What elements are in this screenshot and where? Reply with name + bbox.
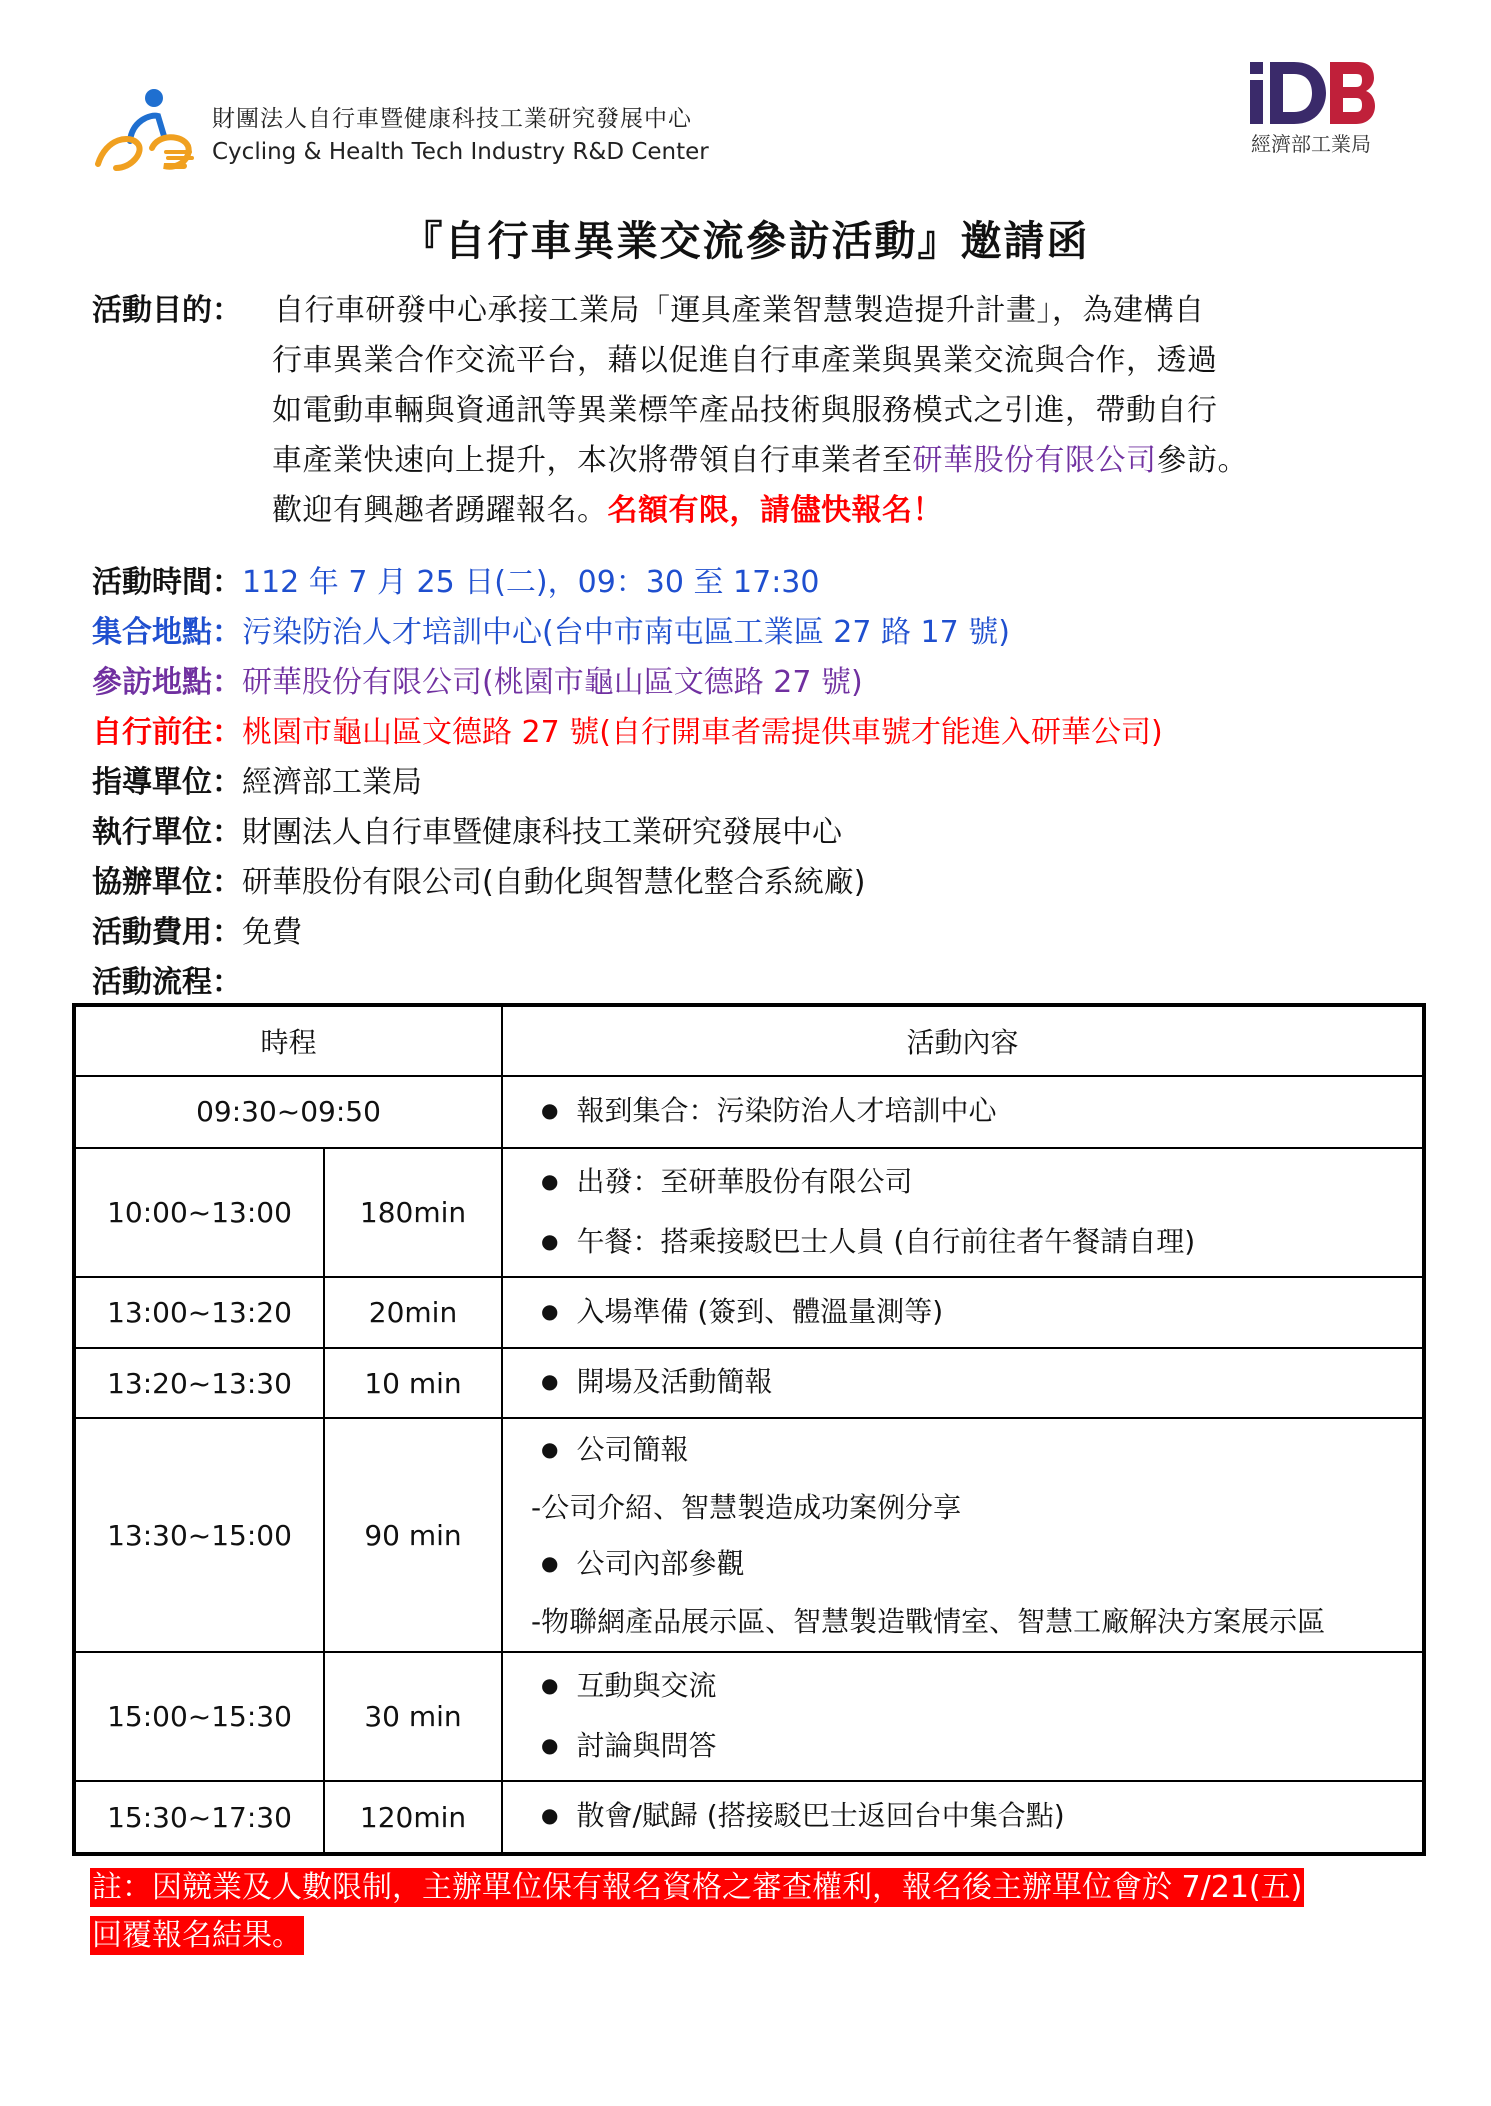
bullet-item: ● 報到集合：污染防治人才培訓中心 — [541, 1082, 1421, 1142]
info-time — [92, 557, 1432, 601]
company-name: 研華股份有限公司 — [912, 443, 1157, 478]
table-row — [74, 1348, 1424, 1419]
exec-label: 執行單位： — [92, 815, 242, 850]
info-co — [92, 857, 1432, 901]
purpose-line-2: 行車異業合作交流平台，藉以促進自行車產業與異業交流與合作，透過 — [272, 343, 1218, 378]
row-content — [502, 1781, 1424, 1854]
row-content — [502, 1076, 1424, 1149]
row-content — [502, 1418, 1424, 1652]
row-duration: 10 min — [324, 1348, 502, 1419]
info-visit — [92, 657, 1432, 701]
row-time: 09:30~09:50 — [74, 1076, 502, 1149]
org-name-zh: 財團法人自行車暨健康科技工業研究發展中心 — [212, 106, 692, 132]
bullet-item: ● 入場準備 (簽到、體溫量測等) — [541, 1283, 1421, 1343]
row-time: 15:30~17:30 — [74, 1781, 324, 1854]
meet-value: 污染防治人才培訓中心(台中市南屯區工業區 27 路 17 號) — [242, 615, 1010, 650]
row-time: 13:30~15:00 — [74, 1418, 324, 1652]
row-time: 10:00~13:00 — [74, 1148, 324, 1277]
idb-logo-icon — [1246, 60, 1376, 126]
row-content — [502, 1148, 1424, 1277]
meet-label: 集合地點： — [92, 615, 242, 650]
purpose-line-5-a: 歡迎有興趣者踴躍報名。 — [272, 493, 608, 528]
guide-value: 經濟部工業局 — [242, 765, 422, 800]
bullet-item: ● 出發：至研華股份有限公司 — [541, 1153, 1421, 1213]
sub-item: -物聯網產品展示區、智慧製造戰情室、智慧工廠解決方案展示區 — [531, 1605, 1326, 1639]
purpose-label: 活動目的： — [92, 293, 242, 328]
purpose-line-4 — [272, 436, 1248, 486]
time-value: 112 年 7 月 25 日(二)，09：30 至 17:30 — [242, 565, 820, 600]
info-fee — [92, 907, 1432, 951]
bullet-item: ● 互動與交流 — [541, 1657, 1421, 1717]
purpose-line-5 — [272, 486, 943, 536]
table-row — [74, 1781, 1424, 1854]
purpose-line-1: 自行車研發中心承接工業局「運具產業智慧製造提升計畫」，為建構自 — [274, 293, 1205, 328]
bullet-item: ● 公司內部參觀 — [541, 1535, 1421, 1595]
cycling-center-logo — [92, 86, 792, 176]
bullet-item: ● 散會/賦歸 (搭接駁巴士返回台中集合點) — [541, 1787, 1421, 1847]
purpose-line-4-a: 車產業快速向上提升，本次將帶領自行車業者至 — [272, 443, 913, 478]
row-time: 13:20~13:30 — [74, 1348, 324, 1419]
col-header-time: 時程 — [74, 1005, 502, 1076]
self-label: 自行前往： — [92, 715, 242, 750]
info-flow — [92, 957, 1432, 1001]
row-content — [502, 1652, 1424, 1781]
col-header-content: 活動內容 — [502, 1005, 1424, 1076]
cyclist-logo-icon — [92, 86, 202, 176]
table-row — [74, 1652, 1424, 1781]
org-name-en: Cycling & Health Tech Industry R&D Center — [212, 139, 709, 165]
visit-value: 研華股份有限公司(桃園市龜山區文德路 27 號) — [242, 665, 863, 700]
table-row — [74, 1418, 1424, 1652]
table-row — [74, 1076, 1424, 1149]
bullet-item: ● 開場及活動簡報 — [541, 1353, 1421, 1413]
info-exec — [92, 807, 1432, 851]
row-duration: 20min — [324, 1277, 502, 1348]
table-header-row — [74, 1005, 1424, 1076]
bullet-item: ● 討論與問答 — [541, 1717, 1421, 1777]
sub-item: -公司介紹、智慧製造成功案例分享 — [531, 1491, 962, 1525]
flow-label: 活動流程： — [92, 965, 242, 1000]
row-time: 15:00~15:30 — [74, 1652, 324, 1781]
co-label: 協辦單位： — [92, 865, 242, 900]
limited-seats-notice: 名額有限，請儘快報名！ — [607, 493, 943, 528]
schedule-table — [72, 1003, 1426, 1856]
fee-value: 免費 — [242, 915, 302, 950]
visit-label: 參訪地點： — [92, 665, 242, 700]
page-title: 『自行車異業交流參訪活動』邀請函 — [401, 217, 1090, 265]
time-label: 活動時間： — [92, 565, 242, 600]
row-duration: 180min — [324, 1148, 502, 1277]
co-value: 研華股份有限公司(自動化與智慧化整合系統廠) — [242, 865, 866, 900]
row-content — [502, 1348, 1424, 1419]
self-value: 桃園市龜山區文德路 27 號(自行開車者需提供車號才能進入研華公司) — [242, 715, 1163, 750]
note-line-2: 回覆報名結果。 — [92, 1918, 302, 1953]
info-meeting — [92, 607, 1432, 651]
guide-label: 指導單位： — [92, 765, 242, 800]
row-content — [502, 1277, 1424, 1348]
row-duration: 90 min — [324, 1418, 502, 1652]
table-row — [74, 1148, 1424, 1277]
idb-caption: 經濟部工業局 — [1251, 132, 1371, 156]
row-duration: 30 min — [324, 1652, 502, 1781]
table-row — [74, 1277, 1424, 1348]
idb-logo — [1236, 60, 1386, 160]
note-line-1: 註：因競業及人數限制，主辦單位保有報名資格之審查權利，報名後主辦單位會於 7/21(五) — [92, 1870, 1303, 1905]
registration-note — [90, 1864, 1304, 1960]
fee-label: 活動費用： — [92, 915, 242, 950]
bullet-item: ● 午餐：搭乘接駁巴士人員 (自行前往者午餐請自理) — [541, 1213, 1421, 1273]
purpose-line-4-b: 參訪。 — [1156, 443, 1248, 478]
row-duration: 120min — [324, 1781, 502, 1854]
exec-value: 財團法人自行車暨健康科技工業研究發展中心 — [242, 815, 842, 850]
info-self-travel — [92, 707, 1432, 751]
bullet-item: ● 公司簡報 — [541, 1421, 1421, 1481]
purpose-line-3: 如電動車輛與資通訊等異業標竿產品技術與服務模式之引進，帶動自行 — [272, 393, 1218, 428]
info-guide — [92, 757, 1432, 801]
row-time: 13:00~13:20 — [74, 1277, 324, 1348]
